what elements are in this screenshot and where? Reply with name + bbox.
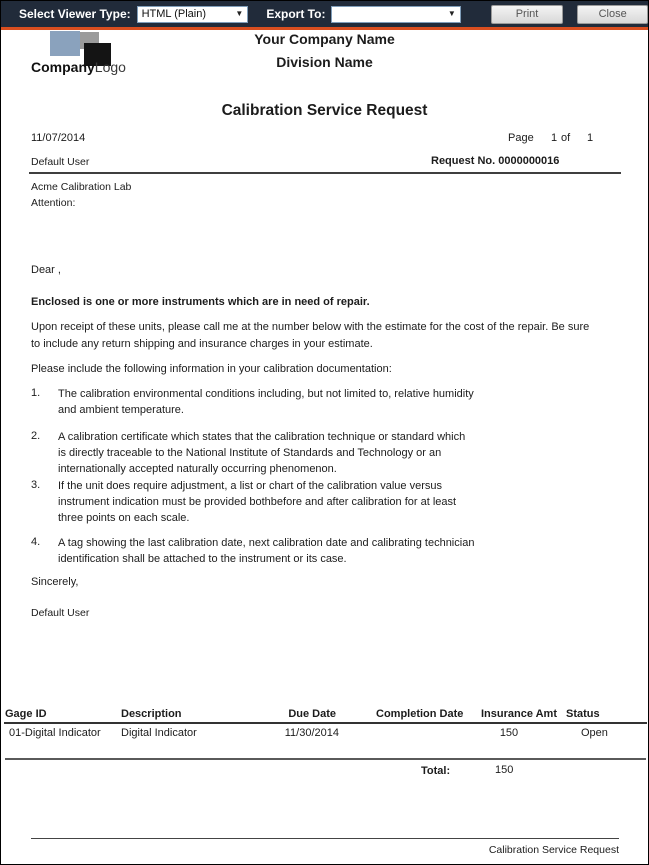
division-name: Division Name — [276, 54, 373, 70]
total-value: 150 — [495, 764, 514, 776]
cell-insurance-amt: 150 — [499, 727, 519, 739]
logo-text-light: Logo — [94, 59, 126, 75]
cell-status: Open — [581, 727, 608, 739]
salutation: Dear , — [31, 264, 61, 276]
total-label: Total: — [421, 765, 451, 777]
col-header-due-date: Due Date — [288, 708, 336, 720]
list-line: A tag showing the last calibration date, next calibration date and calibrating technician — [58, 537, 475, 549]
list-line: internationally accepted naturally occurring phenomenon. — [58, 462, 337, 475]
footer-rule — [31, 838, 619, 839]
page-total: 1 — [587, 132, 594, 144]
page-title: Calibration Service Request — [221, 102, 428, 119]
cell-gage-id: 01-Digital Indicator — [9, 727, 101, 739]
print-button[interactable]: Print — [491, 5, 563, 24]
from-user: Default User — [31, 156, 90, 168]
close-button[interactable]: Close — [577, 5, 648, 24]
viewer-type-select[interactable] — [137, 6, 249, 23]
list-line: The calibration environmental conditions including, but not limited to, relative humidity — [58, 388, 474, 400]
list-number: 2. — [31, 430, 41, 442]
list-line: is directly traceable to the National Institute of Standards and Technology or an — [58, 446, 442, 459]
chevron-down-icon: ▼ — [235, 9, 244, 18]
cell-description: Digital Indicator — [121, 727, 197, 739]
list-number: 3. — [31, 479, 41, 491]
col-header-insurance-amt: Insurance Amt — [481, 708, 558, 720]
signature: Default User — [31, 607, 90, 619]
col-header-gage-id: Gage ID — [5, 708, 47, 720]
list-item-1 — [31, 387, 474, 419]
viewer-type-value: HTML (Plain) — [141, 8, 206, 20]
list-line: instrument indication must be provided bothbefore and after calibration for at least — [58, 495, 457, 508]
list-number: 1. — [31, 387, 41, 399]
list-item-2 — [31, 430, 465, 477]
paragraph-1-line-1: Upon receipt of these units, please call me at the number below with the estimate for the cost of the repair. Be sure — [31, 321, 590, 333]
list-line: three points on each scale. — [58, 511, 190, 524]
logo-text-bold: Company — [31, 59, 95, 75]
export-to-label: Export To: — [266, 7, 326, 21]
list-number: 4. — [31, 536, 41, 548]
viewer-toolbar — [1, 1, 648, 27]
cell-due-date: 11/30/2014 — [284, 727, 339, 739]
page-number: 1 — [551, 132, 558, 144]
chevron-down-icon: ▼ — [447, 9, 456, 18]
list-item-4 — [31, 536, 474, 568]
page-label: Page — [508, 132, 534, 144]
toolbar-accent-divider — [1, 27, 648, 30]
viewer-type-label: Select Viewer Type: — [19, 7, 131, 21]
paragraph-1-line-2: to include any return shipping and insurance charges in your estimate. — [31, 337, 373, 350]
footer-report-name: Calibration Service Request — [488, 844, 619, 856]
header-divider — [29, 172, 621, 174]
paragraph-2: Please include the following information in your calibration documentation: — [31, 363, 392, 375]
closing: Sincerely, — [31, 576, 79, 588]
request-number: Request No. 0000000016 — [431, 155, 560, 167]
list-line: If the unit does require adjustment, a list or chart of the calibration value versus — [58, 480, 442, 492]
col-header-description: Description — [121, 708, 182, 720]
recipient-name: Acme Calibration Lab — [31, 181, 132, 193]
company-name: Your Company Name — [254, 31, 395, 47]
col-header-status: Status — [566, 708, 600, 720]
report-date: 11/07/2014 — [31, 132, 86, 144]
page-of-label: of — [561, 132, 571, 144]
export-to-select[interactable] — [331, 6, 460, 23]
list-line: A calibration certificate which states that the calibration technique or standard which — [58, 431, 466, 443]
paragraph-1 — [31, 319, 589, 352]
col-header-completion-date: Completion Date — [376, 708, 464, 720]
table-total-rule — [5, 758, 646, 760]
list-line: identification shall be attached to the instrument or its case. — [58, 552, 347, 565]
list-line: and ambient temperature. — [58, 403, 184, 416]
intro-line: Enclosed is one or more instruments which are in need of repair. — [31, 296, 370, 308]
table-header-rule — [4, 722, 647, 724]
list-item-3 — [31, 479, 456, 526]
attention-label: Attention: — [31, 197, 76, 209]
